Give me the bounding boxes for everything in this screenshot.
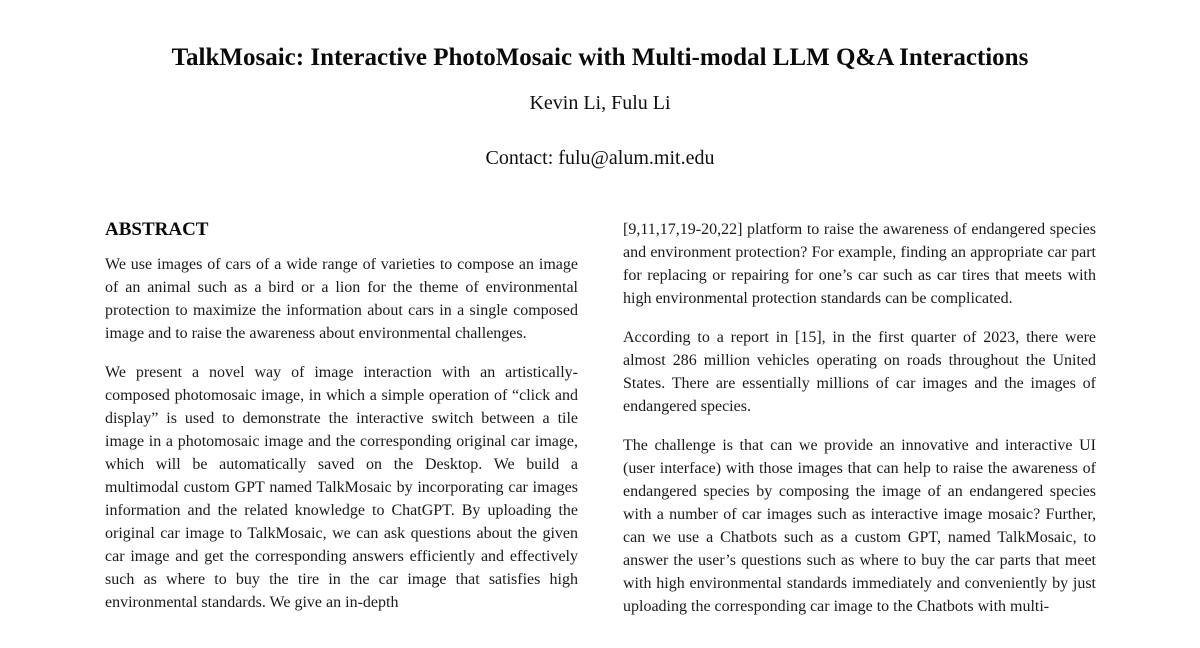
- body-paragraph-2: According to a report in [15], in the first quarter of 2023, there were almost 286 million vehicles operating on roads throughout the United States. There are essentially millions of car images and the images of endangered species.: [623, 329, 1096, 415]
- abstract-paragraph-2: We present a novel way of image interaction with an artistically-composed photomosaic image, in which a simple operation of “click and display” is used to demonstrate the interactive switch between a tile image in a photomosaic image and the corresponding original car image, which will be automatically saved on the Desktop. We build a multimodal custom GPT named TalkMosaic by incorporating car images information and the related knowledge to ChatGPT. By uploading the original car image to TalkMosaic, we can ask questions about the given car image and get the corresponding answers efficiently and effectively such as where to buy the tire in the car image that satisfies high environmental standards. We give an in-depth: [105, 364, 578, 611]
- two-column-body: [105, 218, 1096, 634]
- left-column: [105, 218, 578, 634]
- paper-title: TalkMosaic: Interactive PhotoMosaic with Multi-modal LLM Q&A Interactions: [171, 44, 1029, 71]
- right-column: [623, 218, 1096, 634]
- body-paragraph-1: [9,11,17,19-20,22] platform to raise the awareness of endangered species and environment protection? For example, finding an appropriate car part for replacing or repairing for one’s car such as car tires that meets with high environmental protection standards can be complicated.: [623, 221, 1096, 307]
- body-paragraph-3: The challenge is that can we provide an innovative and interactive UI (user interface) with those images that can help to raise the awareness of endangered species by composing the image of an endangered species with a number of car images such as interactive image mosaic? Further, can we use a Chatbots such as a custom GPT, named TalkMosaic, to answer the user’s questions such as where to buy the car parts that meet with high environmental standards immediately and conveniently by just uploading the corresponding car image to the Chatbots with multi-: [623, 437, 1096, 615]
- abstract-paragraph-1: We use images of cars of a wide range of varieties to compose an image of an animal such as a bird or a lion for the theme of environmental protection to maximize the information about cars in a single composed image and to raise the awareness about environmental challenges.: [105, 256, 578, 342]
- contact-line: Contact: fulu@alum.mit.edu: [485, 147, 715, 169]
- authors-line: Kevin Li, Fulu Li: [529, 92, 671, 114]
- abstract-heading: ABSTRACT: [105, 219, 209, 240]
- paper-header: [0, 0, 1200, 170]
